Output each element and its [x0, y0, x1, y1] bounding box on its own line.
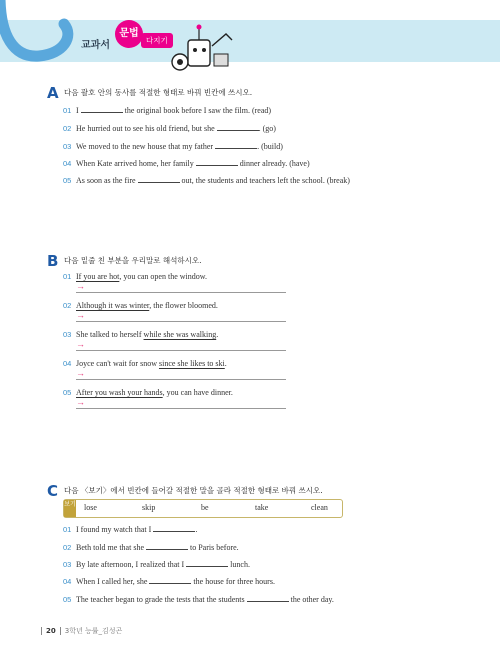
word-option: skip: [142, 503, 156, 512]
footer-divider: [41, 627, 42, 635]
underlined-phrase: Although it was winter: [76, 301, 150, 310]
word-box: [63, 499, 343, 518]
underlined-phrase: If you are hot: [76, 272, 120, 281]
answer-blank[interactable]: [153, 524, 195, 532]
arrow-icon: →: [76, 281, 85, 291]
answer-blank[interactable]: [186, 559, 228, 567]
swirl-decoration-icon: [0, 0, 84, 71]
question-b-04: 04 Joyce can't wait for snow since she likes to ski.: [63, 359, 227, 368]
section-instruction: 다음 〈보기〉에서 빈칸에 들어갈 적절한 말을 골라 적절한 형태로 바꿔 쓰시오.: [64, 486, 323, 495]
question-c-01: 01 I found my watch that I .: [63, 525, 198, 534]
arrow-icon: →: [76, 368, 85, 378]
question-a-02: 02 He hurried out to see his old friend, but she . (go): [63, 124, 276, 133]
grammar-badge: 문법: [115, 20, 143, 48]
answer-line[interactable]: [76, 310, 286, 322]
arrow-icon: →: [76, 339, 85, 349]
page-header: [0, 0, 500, 75]
page-footer: [37, 626, 122, 636]
answer-blank[interactable]: [138, 175, 180, 183]
footer-divider: [60, 627, 61, 635]
footer-info: 3학년 능률_김성곤: [64, 627, 123, 635]
robot-illustration-icon: [168, 22, 238, 72]
question-b-01: 01 If you are hot, you can open the window.: [63, 272, 208, 281]
section-letter: B: [47, 252, 59, 270]
answer-line[interactable]: [76, 281, 286, 293]
question-a-04: 04 When Kate arrived home, her family dinner already. (have): [63, 159, 310, 168]
underlined-phrase: while she was walking: [143, 330, 217, 339]
question-a-05: 05 As soon as the fire out, the students and teachers left the school. (break): [63, 176, 350, 185]
answer-blank[interactable]: [215, 141, 257, 149]
section-instruction: 다음 괄호 안의 동사를 적절한 형태로 바꿔 빈칸에 쓰시오.: [64, 88, 253, 97]
word-option: take: [255, 503, 269, 512]
answer-blank[interactable]: [146, 542, 188, 550]
question-c-03: 03 By late afternoon, I realized that I lunch.: [63, 560, 250, 569]
question-a-03: 03 We moved to the new house that my father . (build): [63, 142, 283, 151]
section-letter: C: [47, 482, 59, 500]
section-letter: A: [47, 84, 59, 102]
answer-blank[interactable]: [149, 576, 191, 584]
word-option: lose: [84, 503, 97, 512]
grammar-badge-sub: 다지기: [141, 33, 173, 48]
question-b-02: 02 Although it was winter, the flower bloomed.: [63, 301, 218, 310]
word-option: be: [201, 503, 209, 512]
underlined-phrase: since she likes to ski: [158, 359, 225, 368]
question-c-04: 04 When I called her, she the house for three hours.: [63, 577, 275, 586]
question-b-03: 03 She talked to herself while she was walking.: [63, 330, 219, 339]
answer-blank[interactable]: [196, 158, 238, 166]
answer-line[interactable]: [76, 397, 286, 409]
arrow-icon: →: [76, 310, 85, 320]
word-box-label: 보기: [64, 500, 76, 517]
arrow-icon: →: [76, 397, 85, 407]
textbook-label: 교과서: [81, 40, 110, 51]
underlined-phrase: After you wash your hands: [76, 388, 163, 397]
answer-line[interactable]: [76, 339, 286, 351]
question-c-05: 05 The teacher began to grade the tests that the students the other day.: [63, 595, 334, 604]
question-c-02: 02 Beth told me that she to Paris before.: [63, 543, 239, 552]
page-number: 20: [46, 627, 56, 635]
answer-blank[interactable]: [81, 105, 123, 113]
answer-line[interactable]: [76, 368, 286, 380]
question-a-01: 01 I the original book before I saw the film. (read): [63, 106, 272, 115]
answer-blank[interactable]: [247, 594, 289, 602]
question-b-05: 05 After you wash your hands, you can have dinner.: [63, 388, 233, 397]
section-instruction: 다음 밑줄 친 부분을 우리말로 해석하시오.: [64, 256, 202, 265]
word-option: clean: [311, 503, 328, 512]
answer-blank[interactable]: [217, 123, 259, 131]
